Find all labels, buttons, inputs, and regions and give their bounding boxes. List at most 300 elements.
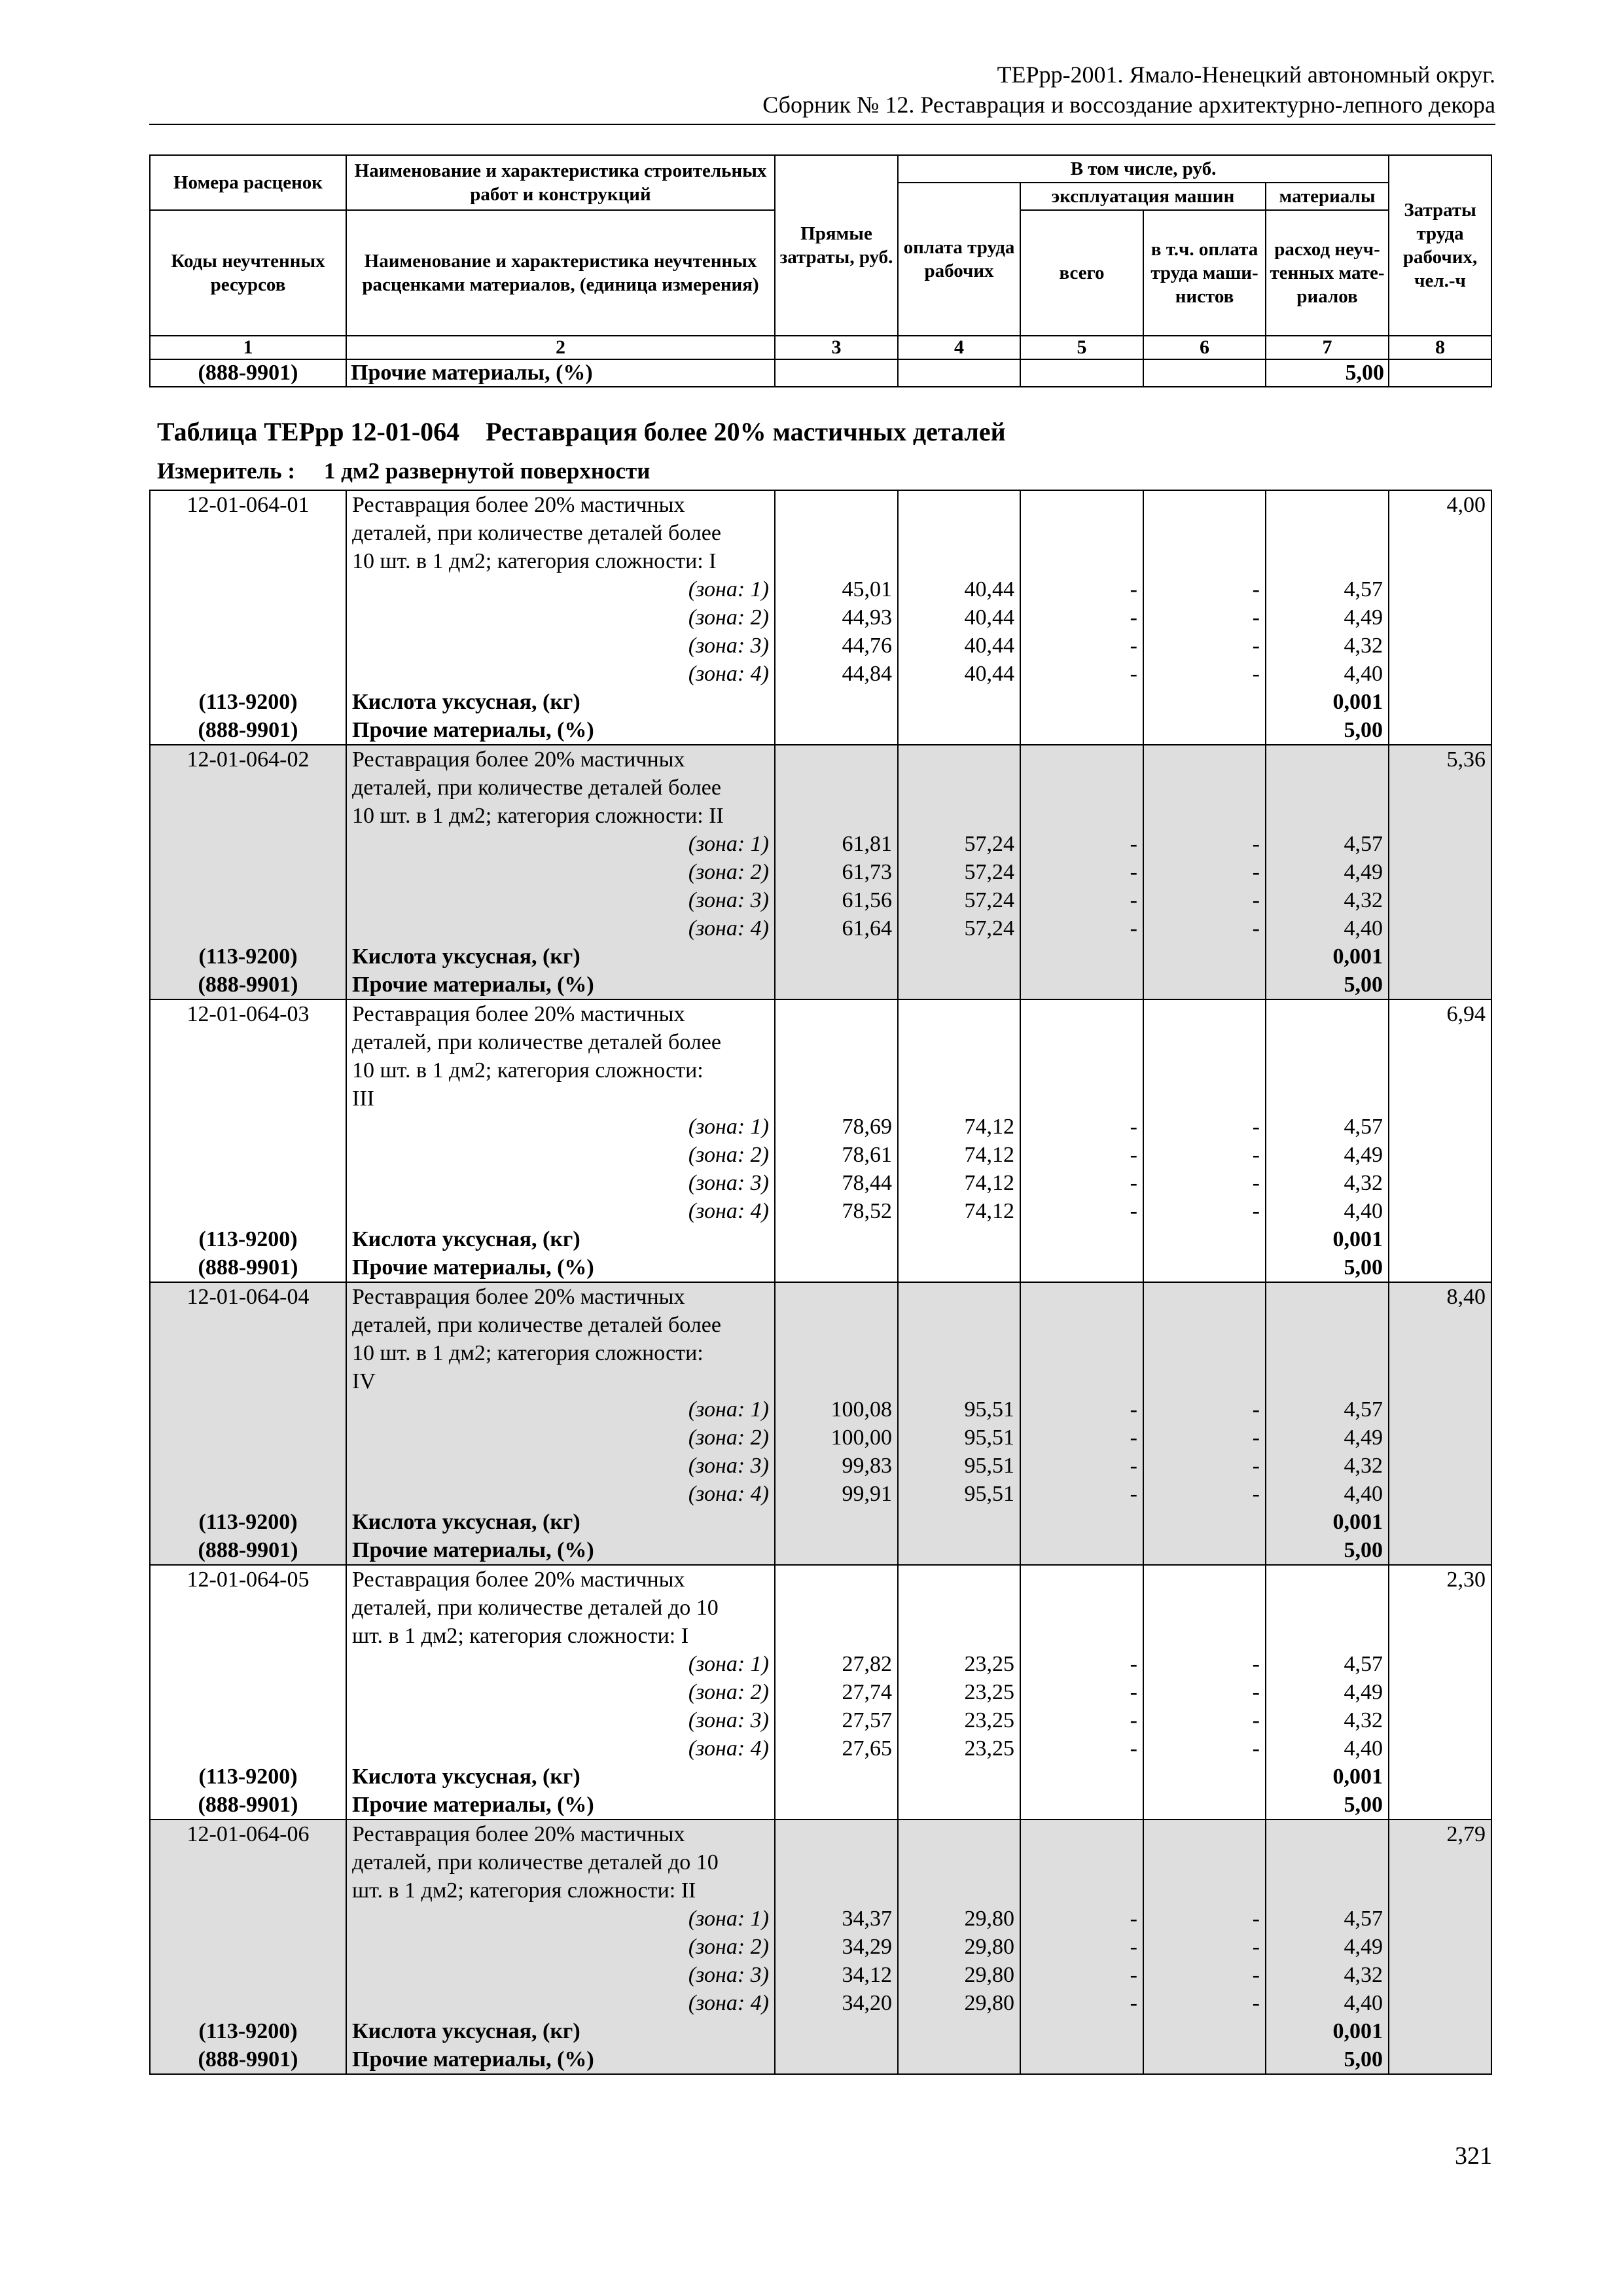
- rate-description-row: [150, 1339, 1491, 1367]
- materials-value: 4,40: [1266, 914, 1389, 942]
- col-machine-operation: эксплуатация машин: [1020, 183, 1266, 210]
- material-row: [150, 1508, 1491, 1536]
- rate-description-row: [150, 1367, 1491, 1395]
- zone-row: [150, 1395, 1491, 1424]
- machine-total-value: -: [1020, 1961, 1143, 1989]
- direct-costs-value: 27,57: [775, 1706, 898, 1734]
- machinists-pay-value: -: [1143, 1650, 1266, 1678]
- machine-total-value: -: [1020, 1424, 1143, 1452]
- zone-row: [150, 886, 1491, 914]
- column-numbers-row: [150, 336, 1491, 359]
- machine-total-value: -: [1020, 1452, 1143, 1480]
- rate-description-row: [150, 1565, 1491, 1594]
- zone-label: (зона: 1): [346, 830, 775, 858]
- material-value: 5,00: [1266, 1791, 1389, 1820]
- materials-value: 4,32: [1266, 1961, 1389, 1989]
- machinists-pay-value: -: [1143, 1424, 1266, 1452]
- machinists-pay-value: -: [1143, 1113, 1266, 1141]
- rate-block: [150, 999, 1491, 1282]
- col-materials: материалы: [1266, 183, 1389, 210]
- rate-description-row: [150, 745, 1491, 774]
- machinists-pay-value: -: [1143, 1678, 1266, 1706]
- material-row: [150, 2045, 1491, 2074]
- rate-description-row: [150, 1056, 1491, 1085]
- zone-label: (зона: 3): [346, 1706, 775, 1734]
- materials-value: 4,40: [1266, 1989, 1389, 2017]
- continued-row: [150, 359, 1491, 387]
- material-name: Кислота уксусная, (кг): [346, 1508, 775, 1536]
- labor-pay-value: 40,44: [898, 632, 1020, 660]
- rate-code: 12-01-064-04: [150, 1282, 346, 1311]
- material-row: [150, 1791, 1491, 1820]
- material-value: 0,001: [1266, 1225, 1389, 1253]
- column-number: 8: [1389, 336, 1491, 359]
- material-code: (888-9901): [150, 1253, 346, 1282]
- zone-label: (зона: 3): [346, 1452, 775, 1480]
- column-number: 4: [898, 336, 1020, 359]
- labor-pay-value: 23,25: [898, 1678, 1020, 1706]
- machinists-pay-value: -: [1143, 1452, 1266, 1480]
- rate-description-row: [150, 1594, 1491, 1622]
- rate-description-line: Реставрация более 20% мастичных: [346, 999, 775, 1028]
- material-name: Кислота уксусная, (кг): [346, 1225, 775, 1253]
- direct-costs-value: 44,93: [775, 603, 898, 632]
- materials-value: 4,40: [1266, 1480, 1389, 1508]
- rate-description-line: 10 шт. в 1 дм2; категория сложности:: [346, 1339, 775, 1367]
- direct-costs-value: 34,37: [775, 1905, 898, 1933]
- labor-pay-value: 40,44: [898, 575, 1020, 603]
- direct-costs-value: 61,64: [775, 914, 898, 942]
- direct-costs-value: 99,83: [775, 1452, 898, 1480]
- machine-total-value: -: [1020, 1169, 1143, 1197]
- machinists-pay-value: -: [1143, 1395, 1266, 1424]
- zone-row: [150, 660, 1491, 688]
- rate-code: 12-01-064-06: [150, 1820, 346, 1848]
- machinists-pay-value: -: [1143, 1141, 1266, 1169]
- material-code: (113-9200): [150, 1763, 346, 1791]
- machinists-pay-value: -: [1143, 886, 1266, 914]
- labor-pay-value: 74,12: [898, 1141, 1020, 1169]
- rate-code: 12-01-064-02: [150, 745, 346, 774]
- zone-row: [150, 1452, 1491, 1480]
- machinists-pay-value: -: [1143, 632, 1266, 660]
- material-code: (113-9200): [150, 1225, 346, 1253]
- zone-row: [150, 1650, 1491, 1678]
- machine-total-value: -: [1020, 1141, 1143, 1169]
- materials-value: 4,32: [1266, 1706, 1389, 1734]
- rate-description-line: деталей, при количестве деталей более: [346, 519, 775, 547]
- zone-label: (зона: 3): [346, 1961, 775, 1989]
- labor-pay-value: 95,51: [898, 1480, 1020, 1508]
- material-name: Прочие материалы, (%): [346, 716, 775, 745]
- rate-description-line: Реставрация более 20% мастичных: [346, 1565, 775, 1594]
- zone-label: (зона: 1): [346, 1113, 775, 1141]
- labor-pay-value: 23,25: [898, 1650, 1020, 1678]
- rate-description-line: Реставрация более 20% мастичных: [346, 745, 775, 774]
- machine-total-value: -: [1020, 858, 1143, 886]
- zone-label: (зона: 1): [346, 1395, 775, 1424]
- column-number: 3: [775, 336, 898, 359]
- zone-label: (зона: 2): [346, 1424, 775, 1452]
- direct-costs-value: 27,82: [775, 1650, 898, 1678]
- direct-costs-value: 44,76: [775, 632, 898, 660]
- header-rule: [149, 124, 1495, 125]
- material-value: 5,00: [1266, 1253, 1389, 1282]
- rate-block: [150, 745, 1491, 999]
- machine-total-value: -: [1020, 830, 1143, 858]
- labor-costs-value: 8,40: [1389, 1282, 1491, 1311]
- materials-value: 4,57: [1266, 830, 1389, 858]
- material-name: Прочие материалы, (%): [346, 359, 775, 387]
- rate-description-row: [150, 999, 1491, 1028]
- rate-description-row: [150, 1622, 1491, 1650]
- material-row: [150, 1536, 1491, 1565]
- col-labor-costs: Затраты труда рабочих, чел.-ч: [1389, 155, 1491, 336]
- material-value: 5,00: [1266, 971, 1389, 999]
- zone-label: (зона: 4): [346, 1989, 775, 2017]
- material-row: [150, 942, 1491, 971]
- rate-block: [150, 490, 1491, 745]
- rate-block: [150, 1565, 1491, 1820]
- zone-label: (зона: 3): [346, 632, 775, 660]
- rate-description-row: [150, 1848, 1491, 1876]
- machine-total-value: -: [1020, 1989, 1143, 2017]
- materials-value: 4,57: [1266, 1113, 1389, 1141]
- labor-pay-value: 29,80: [898, 1989, 1020, 2017]
- col-rates-numbers: Номера расценок: [150, 155, 346, 210]
- col-name-materials: Наименование и характеристика неучтенных расценками материалов, (единица измерения): [346, 210, 775, 336]
- material-row: [150, 716, 1491, 745]
- zone-label: (зона: 4): [346, 1480, 775, 1508]
- material-value: 0,001: [1266, 688, 1389, 716]
- zone-row: [150, 914, 1491, 942]
- rate-description-line: шт. в 1 дм2; категория сложности: II: [346, 1876, 775, 1905]
- machinists-pay-value: -: [1143, 1905, 1266, 1933]
- zone-label: (зона: 2): [346, 858, 775, 886]
- rate-description-row: [150, 774, 1491, 802]
- direct-costs-value: 44,84: [775, 660, 898, 688]
- labor-pay-value: 57,24: [898, 886, 1020, 914]
- machinists-pay-value: -: [1143, 830, 1266, 858]
- zone-row: [150, 575, 1491, 603]
- material-value: 0,001: [1266, 1508, 1389, 1536]
- rate-description-row: [150, 1282, 1491, 1311]
- labor-pay-value: 23,25: [898, 1734, 1020, 1763]
- material-code: (113-9200): [150, 2017, 346, 2045]
- material-value: 0,001: [1266, 1763, 1389, 1791]
- labor-costs-value: 2,79: [1389, 1820, 1491, 1848]
- material-name: Прочие материалы, (%): [346, 2045, 775, 2074]
- direct-costs-value: 99,91: [775, 1480, 898, 1508]
- running-header-line-1: ТЕРрр-2001. Ямало-Ненецкий автономный округ.: [997, 62, 1495, 88]
- measure-unit: Измеритель : 1 дм2 развернутой поверхности: [157, 458, 651, 484]
- column-number: 6: [1143, 336, 1266, 359]
- materials-value: 4,40: [1266, 1734, 1389, 1763]
- labor-pay-value: 74,12: [898, 1169, 1020, 1197]
- labor-pay-value: 40,44: [898, 660, 1020, 688]
- material-name: Кислота уксусная, (кг): [346, 2017, 775, 2045]
- material-code: (888-9901): [150, 1791, 346, 1820]
- materials-value: 4,49: [1266, 858, 1389, 886]
- machine-total-value: -: [1020, 1706, 1143, 1734]
- col-including: В том числе, руб.: [898, 155, 1389, 183]
- material-code: (113-9200): [150, 942, 346, 971]
- zone-label: (зона: 2): [346, 603, 775, 632]
- material-name: Прочие материалы, (%): [346, 971, 775, 999]
- machine-total-value: -: [1020, 1197, 1143, 1225]
- direct-costs-value: 34,29: [775, 1933, 898, 1961]
- direct-costs-value: 34,12: [775, 1961, 898, 1989]
- zone-row: [150, 830, 1491, 858]
- zone-row: [150, 1169, 1491, 1197]
- rate-code: 12-01-064-05: [150, 1565, 346, 1594]
- rate-block: [150, 1820, 1491, 2074]
- material-value: 5,00: [1266, 359, 1389, 387]
- zone-row: [150, 1113, 1491, 1141]
- materials-value: 4,49: [1266, 603, 1389, 632]
- rate-description-line: деталей, при количестве деталей более: [346, 1311, 775, 1339]
- rate-description-line: деталей, при количестве деталей более: [346, 1028, 775, 1056]
- direct-costs-value: 78,69: [775, 1113, 898, 1141]
- zone-row: [150, 1480, 1491, 1508]
- column-number: 5: [1020, 336, 1143, 359]
- direct-costs-value: 27,74: [775, 1678, 898, 1706]
- material-value: 0,001: [1266, 942, 1389, 971]
- material-row: [150, 1763, 1491, 1791]
- rate-description-row: [150, 547, 1491, 575]
- running-header-line-2: Сборник № 12. Реставрация и воссоздание архитектурно-лепного декора: [762, 92, 1495, 118]
- zone-label: (зона: 4): [346, 1197, 775, 1225]
- zone-label: (зона: 1): [346, 1905, 775, 1933]
- column-number: 7: [1266, 336, 1389, 359]
- labor-pay-value: 57,24: [898, 858, 1020, 886]
- machine-total-value: -: [1020, 660, 1143, 688]
- material-value: 5,00: [1266, 716, 1389, 745]
- machine-total-value: -: [1020, 1933, 1143, 1961]
- material-value: 0,001: [1266, 2017, 1389, 2045]
- material-row: [150, 2017, 1491, 2045]
- table-title: Таблица ТЕРрр 12-01-064 Реставрация более 20% мастичных деталей: [157, 417, 1006, 446]
- rate-description-row: [150, 1820, 1491, 1848]
- material-value: 5,00: [1266, 1536, 1389, 1565]
- materials-value: 4,57: [1266, 1395, 1389, 1424]
- zone-row: [150, 1197, 1491, 1225]
- machine-total-value: -: [1020, 914, 1143, 942]
- labor-pay-value: 29,80: [898, 1933, 1020, 1961]
- materials-value: 4,57: [1266, 575, 1389, 603]
- rate-description-row: [150, 802, 1491, 830]
- labor-costs-value: 6,94: [1389, 999, 1491, 1028]
- material-row: [150, 971, 1491, 999]
- rate-description-line: 10 шт. в 1 дм2; категория сложности: I: [346, 547, 775, 575]
- col-name-works: Наименование и характеристика строительных работ и конструкций: [346, 155, 775, 210]
- col-machinists-pay: в т.ч. оплата труда маши- нистов: [1143, 210, 1266, 336]
- labor-pay-value: 95,51: [898, 1395, 1020, 1424]
- machinists-pay-value: -: [1143, 603, 1266, 632]
- direct-costs-value: 100,08: [775, 1395, 898, 1424]
- zone-row: [150, 1678, 1491, 1706]
- materials-value: 4,57: [1266, 1650, 1389, 1678]
- direct-costs-value: 100,00: [775, 1424, 898, 1452]
- rate-description-row: [150, 1876, 1491, 1905]
- zone-label: (зона: 3): [346, 886, 775, 914]
- materials-value: 4,49: [1266, 1141, 1389, 1169]
- direct-costs-value: 78,61: [775, 1141, 898, 1169]
- rate-description-row: [150, 490, 1491, 519]
- machine-total-value: -: [1020, 886, 1143, 914]
- direct-costs-value: 61,56: [775, 886, 898, 914]
- col-unaccounted-materials: расход неуч- тенных мате- риалов: [1266, 210, 1389, 336]
- page-number: 321: [1455, 2142, 1492, 2170]
- zone-label: (зона: 3): [346, 1169, 775, 1197]
- direct-costs-value: 34,20: [775, 1989, 898, 2017]
- rates-table: [149, 490, 1492, 2075]
- material-name: Прочие материалы, (%): [346, 1253, 775, 1282]
- rate-code: 12-01-064-03: [150, 999, 346, 1028]
- zone-row: [150, 632, 1491, 660]
- rate-description-line: Реставрация более 20% мастичных: [346, 1282, 775, 1311]
- materials-value: 4,49: [1266, 1678, 1389, 1706]
- labor-pay-value: 29,80: [898, 1905, 1020, 1933]
- rate-description-row: [150, 1311, 1491, 1339]
- material-code: (888-9901): [150, 2045, 346, 2074]
- rate-description-row: [150, 519, 1491, 547]
- col-machine-total: всего: [1020, 210, 1143, 336]
- zone-label: (зона: 4): [346, 660, 775, 688]
- rate-description-line: деталей, при количестве деталей более: [346, 774, 775, 802]
- labor-pay-value: 74,12: [898, 1113, 1020, 1141]
- rate-description-line: 10 шт. в 1 дм2; категория сложности: II: [346, 802, 775, 830]
- machine-total-value: -: [1020, 1395, 1143, 1424]
- machine-total-value: -: [1020, 1480, 1143, 1508]
- material-name: Прочие материалы, (%): [346, 1536, 775, 1565]
- machine-total-value: -: [1020, 1650, 1143, 1678]
- materials-value: 4,40: [1266, 660, 1389, 688]
- materials-value: 4,57: [1266, 1905, 1389, 1933]
- machinists-pay-value: -: [1143, 1989, 1266, 2017]
- material-row: [150, 1225, 1491, 1253]
- material-code: (113-9200): [150, 1508, 346, 1536]
- labor-costs-value: 4,00: [1389, 490, 1491, 519]
- material-name: Кислота уксусная, (кг): [346, 1763, 775, 1791]
- material-code: (888-9901): [150, 359, 346, 387]
- col-resource-codes: Коды неучтенных ресурсов: [150, 210, 346, 336]
- materials-value: 4,32: [1266, 1452, 1389, 1480]
- direct-costs-value: 27,65: [775, 1734, 898, 1763]
- labor-pay-value: 23,25: [898, 1706, 1020, 1734]
- zone-label: (зона: 1): [346, 575, 775, 603]
- machinists-pay-value: -: [1143, 660, 1266, 688]
- zone-row: [150, 1141, 1491, 1169]
- rate-description-row: [150, 1085, 1491, 1113]
- zone-row: [150, 603, 1491, 632]
- rate-description-line: шт. в 1 дм2; категория сложности: I: [346, 1622, 775, 1650]
- machinists-pay-value: -: [1143, 1197, 1266, 1225]
- zone-label: (зона: 1): [346, 1650, 775, 1678]
- material-code: (888-9901): [150, 1536, 346, 1565]
- rate-description-line: 10 шт. в 1 дм2; категория сложности:: [346, 1056, 775, 1085]
- machine-total-value: -: [1020, 1734, 1143, 1763]
- zone-row: [150, 1933, 1491, 1961]
- rate-description-line: IV: [346, 1367, 775, 1395]
- materials-value: 4,32: [1266, 632, 1389, 660]
- materials-value: 4,40: [1266, 1197, 1389, 1225]
- col-labor-pay: оплата труда рабочих: [898, 183, 1020, 336]
- material-name: Кислота уксусная, (кг): [346, 942, 775, 971]
- rate-description-row: [150, 1028, 1491, 1056]
- material-code: (888-9901): [150, 716, 346, 745]
- rate-block: [150, 1282, 1491, 1565]
- labor-pay-value: 95,51: [898, 1452, 1020, 1480]
- column-number: 1: [150, 336, 346, 359]
- material-value: 5,00: [1266, 2045, 1389, 2074]
- zone-row: [150, 1905, 1491, 1933]
- labor-pay-value: 74,12: [898, 1197, 1020, 1225]
- zone-label: (зона: 2): [346, 1933, 775, 1961]
- machinists-pay-value: -: [1143, 1480, 1266, 1508]
- machinists-pay-value: -: [1143, 858, 1266, 886]
- col-direct-costs: Прямые затраты, руб.: [775, 155, 898, 336]
- zone-label: (зона: 2): [346, 1678, 775, 1706]
- zone-row: [150, 1424, 1491, 1452]
- machine-total-value: -: [1020, 1905, 1143, 1933]
- machine-total-value: -: [1020, 1678, 1143, 1706]
- machinists-pay-value: -: [1143, 914, 1266, 942]
- machinists-pay-value: -: [1143, 575, 1266, 603]
- labor-pay-value: 95,51: [898, 1424, 1020, 1452]
- column-header-table: [149, 154, 1492, 387]
- material-name: Кислота уксусная, (кг): [346, 688, 775, 716]
- materials-value: 4,49: [1266, 1933, 1389, 1961]
- machinists-pay-value: -: [1143, 1933, 1266, 1961]
- direct-costs-value: 61,73: [775, 858, 898, 886]
- machine-total-value: -: [1020, 575, 1143, 603]
- zone-row: [150, 1734, 1491, 1763]
- machine-total-value: -: [1020, 1113, 1143, 1141]
- zone-row: [150, 1989, 1491, 2017]
- labor-pay-value: 57,24: [898, 914, 1020, 942]
- direct-costs-value: 61,81: [775, 830, 898, 858]
- rate-description-line: деталей, при количестве деталей до 10: [346, 1594, 775, 1622]
- direct-costs-value: 78,52: [775, 1197, 898, 1225]
- labor-pay-value: 40,44: [898, 603, 1020, 632]
- rate-code: 12-01-064-01: [150, 490, 346, 519]
- direct-costs-value: 45,01: [775, 575, 898, 603]
- machinists-pay-value: -: [1143, 1961, 1266, 1989]
- labor-pay-value: 57,24: [898, 830, 1020, 858]
- zone-label: (зона: 4): [346, 1734, 775, 1763]
- materials-value: 4,49: [1266, 1424, 1389, 1452]
- zone-row: [150, 1961, 1491, 1989]
- material-row: [150, 1253, 1491, 1282]
- zone-label: (зона: 2): [346, 1141, 775, 1169]
- materials-value: 4,32: [1266, 886, 1389, 914]
- rate-description-line: деталей, при количестве деталей до 10: [346, 1848, 775, 1876]
- machine-total-value: -: [1020, 632, 1143, 660]
- labor-pay-value: 29,80: [898, 1961, 1020, 1989]
- rate-description-line: Реставрация более 20% мастичных: [346, 490, 775, 519]
- rate-description-line: III: [346, 1085, 775, 1113]
- material-name: Прочие материалы, (%): [346, 1791, 775, 1820]
- materials-value: 4,32: [1266, 1169, 1389, 1197]
- material-code: (113-9200): [150, 688, 346, 716]
- labor-costs-value: 2,30: [1389, 1565, 1491, 1594]
- zone-label: (зона: 4): [346, 914, 775, 942]
- machinists-pay-value: -: [1143, 1169, 1266, 1197]
- rate-description-line: Реставрация более 20% мастичных: [346, 1820, 775, 1848]
- material-code: (888-9901): [150, 971, 346, 999]
- zone-row: [150, 858, 1491, 886]
